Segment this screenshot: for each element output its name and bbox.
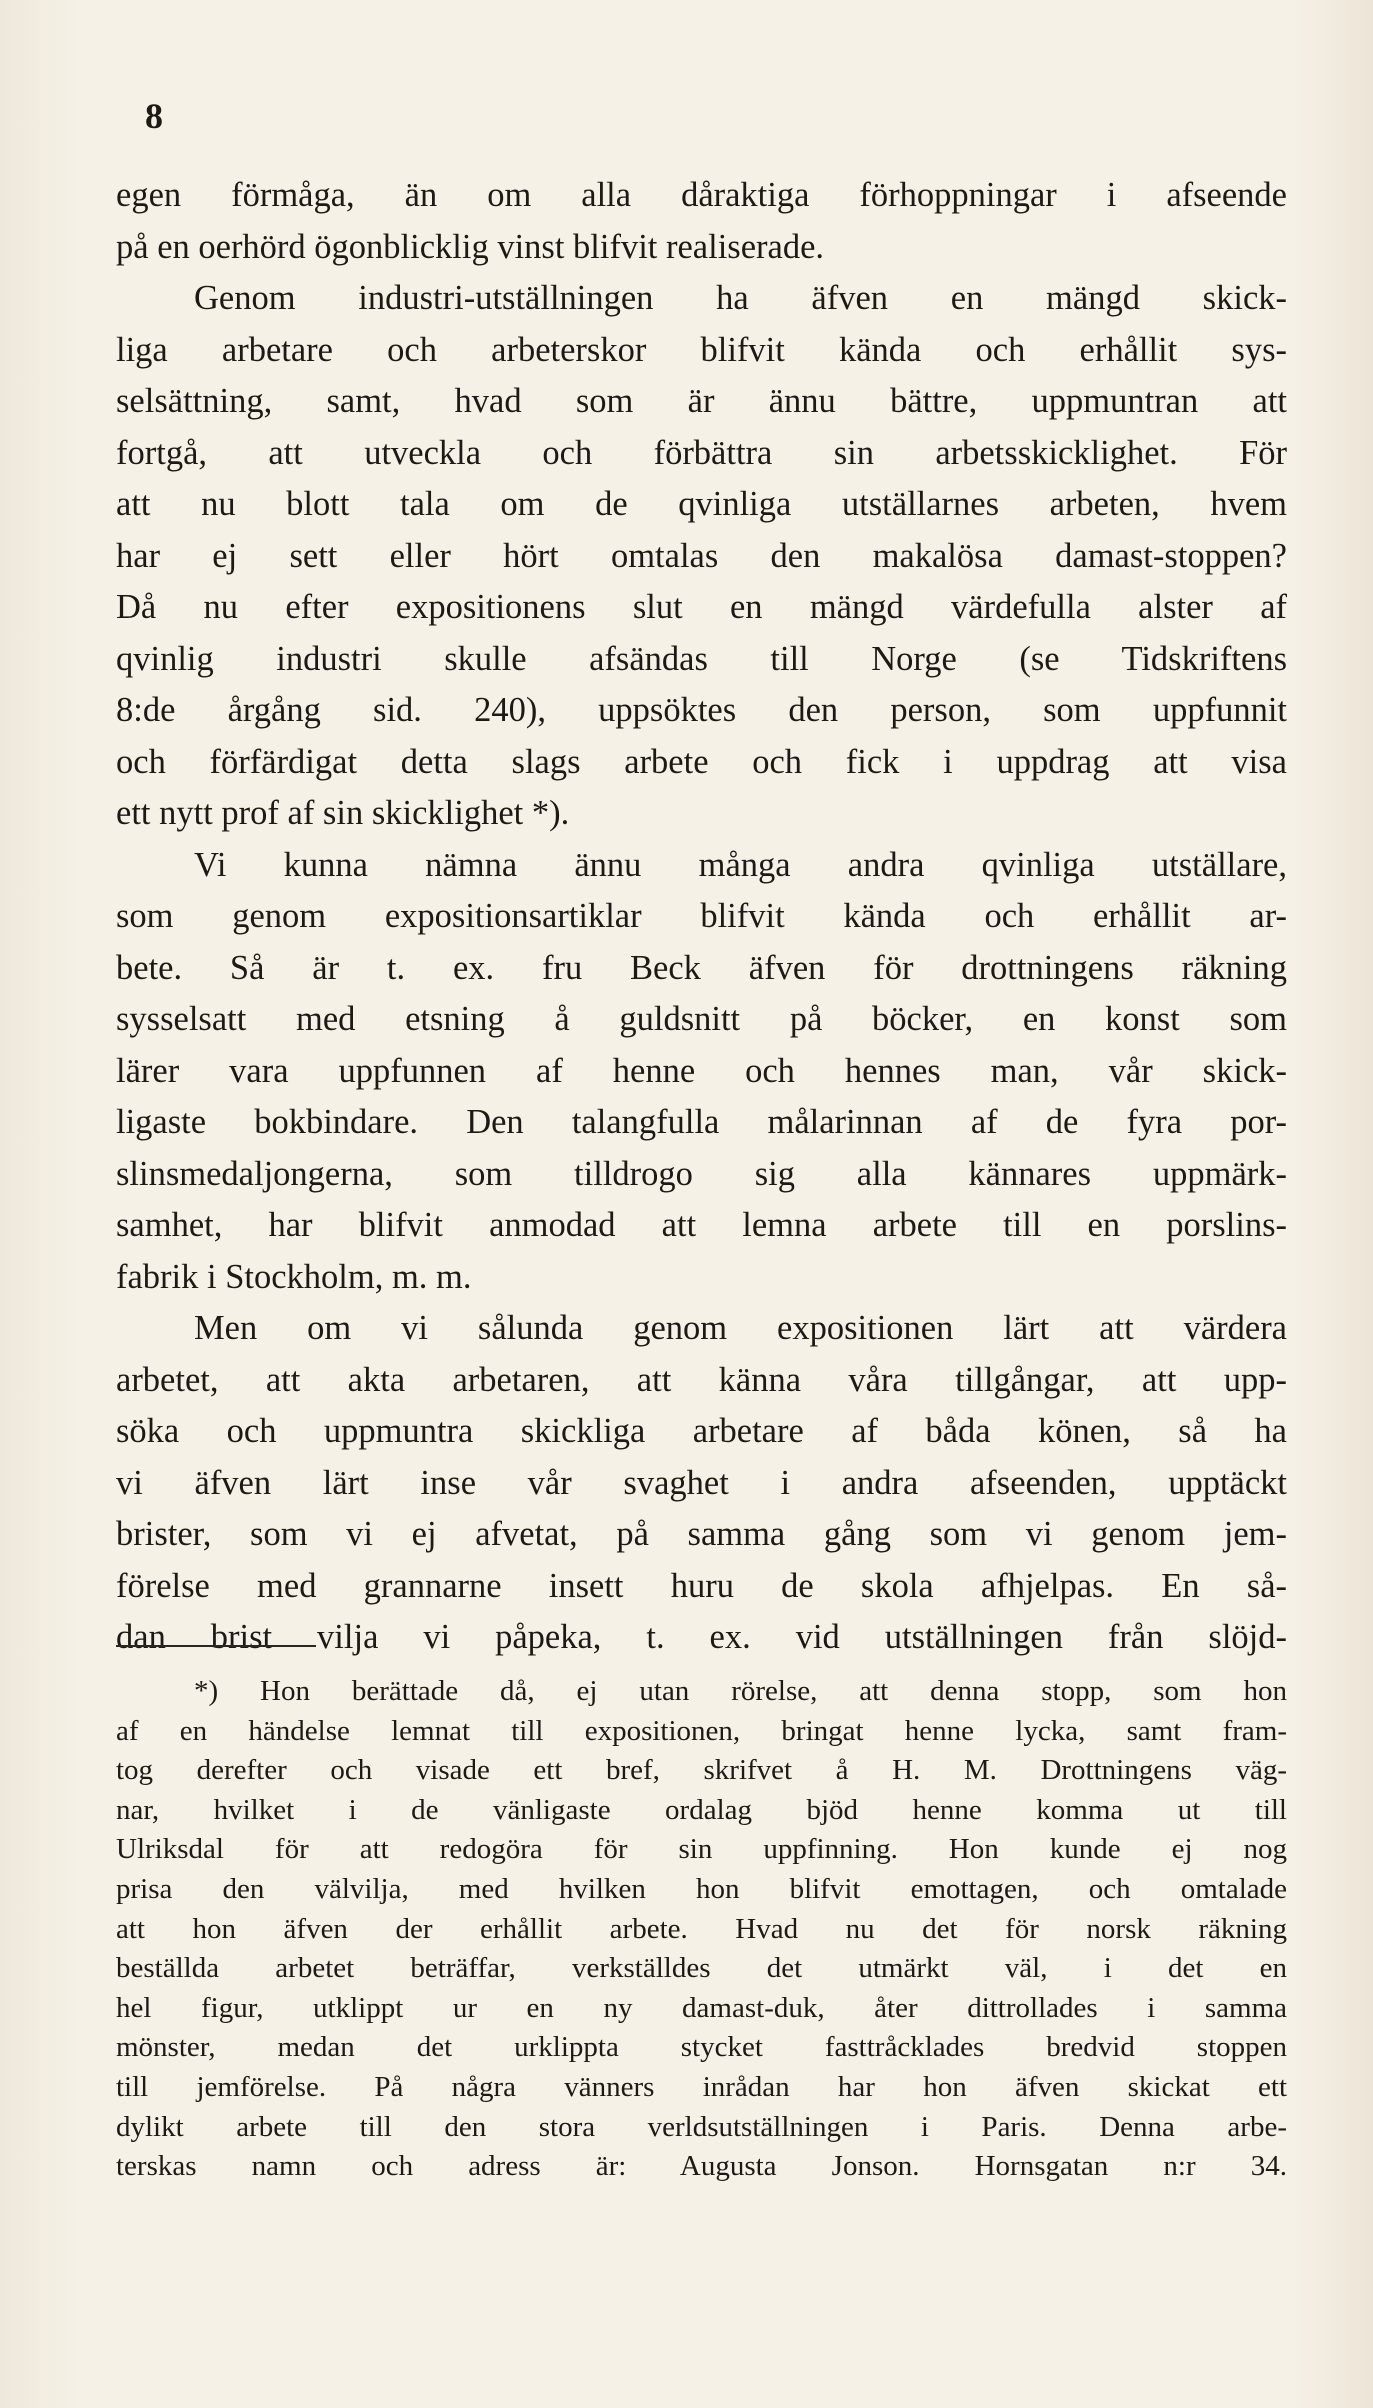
body-line: ligaste bokbindare. Den talangfulla målarinnan af de fyra por- [116,1103,1287,1141]
body-line: dan brist vilja vi påpeka, t. ex. vid utställningen från slöjd- [116,1618,1287,1656]
body-line: som genom expositionsartiklar blifvit kända och erhållit ar- [116,897,1287,935]
body-line: ett nytt prof af sin skicklighet *). [116,794,570,832]
body-line: och förfärdigat detta slags arbete och fick i uppdrag att visa [116,742,1287,781]
body-line: samhet, har blifvit anmodad att lemna arbete till en porslins- [116,1206,1287,1244]
body-line: förelse med grannarne insett huru de skola afhjelpas. En så- [116,1566,1287,1605]
body-line: fortgå, att utveckla och förbättra sin arbetsskicklighet. För [116,433,1287,472]
footnote-line: mönster, medan det urklippta stycket fasttråcklades bredvid stoppen [116,2031,1287,2064]
body-text [116,170,1287,1664]
body-line: att nu blott tala om de qvinliga utställarnes arbeten, hvem [116,485,1287,523]
body-line: bete. Så är t. ex. fru Beck äfven för drottningens räkning [116,948,1287,987]
page-number: 8 [145,96,163,136]
footnote-line: af en händelse lemnat till expositionen, bringat henne lycka, samt fram- [116,1714,1287,1747]
footnote-line: att hon äfven der erhållit arbete. Hvad nu det för norsk räkning [116,1912,1287,1945]
body-line: lärer vara uppfunnen af henne och hennes man, vår skick- [116,1051,1287,1090]
footnote-line: tog derefter och visade ett bref, skrifvet å H. M. Drottningens väg- [116,1754,1287,1787]
body-line: liga arbetare och arbeterskor blifvit kända och erhållit sys- [116,330,1287,369]
body-line: sysselsatt med etsning å guldsnitt på böcker, en konst som [116,1000,1287,1038]
body-line: fabrik i Stockholm, m. m. [116,1257,472,1296]
footnote [116,1672,1287,2187]
body-line: selsättning, samt, hvad som är ännu bättre, uppmuntran att [116,382,1287,420]
body-line: vi äfven lärt inse vår svaghet i andra afseenden, upptäckt [116,1463,1287,1502]
body-line: Men om vi sålunda genom expositionen lärt att värdera [194,1309,1287,1347]
footnote-line: Ulriksdal för att redogöra för sin uppfinning. Hon kunde ej nog [116,1833,1287,1866]
body-line: brister, som vi ej afvetat, på samma gång som vi genom jem- [116,1515,1287,1553]
body-line: slinsmedaljongerna, som tilldrogo sig alla kännares uppmärk- [116,1154,1287,1193]
footnote-line: prisa den välvilja, med hvilken hon blifvit emottagen, och omtalade [116,1872,1287,1905]
body-line: Genom industri-utställningen ha äfven en mängd skick- [194,279,1287,317]
footnote-line: terskas namn och adress är: Augusta Jonson. Hornsgatan n:r 34. [116,2150,1287,2183]
body-line: qvinlig industri skulle afsändas till Norge (se Tidskriftens [116,639,1287,678]
footnote-line: *) Hon berättade då, ej utan rörelse, att denna stopp, som hon [194,1675,1287,1707]
body-line: har ej sett eller hört omtalas den makalösa damast-stoppen? [116,536,1287,575]
body-line: Vi kunna nämna ännu många andra qvinliga utställare, [194,845,1287,884]
body-line: söka och uppmuntra skickliga arbetare af båda könen, så ha [116,1412,1287,1450]
body-line: arbetet, att akta arbetaren, att känna våra tillgångar, att upp- [116,1360,1287,1399]
footnote-line: nar, hvilket i de vänligaste ordalag bjöd henne komma ut till [116,1793,1287,1826]
footnote-line: hel figur, utklippt ur en ny damast-duk, åter dittrollades i samma [116,1991,1287,2024]
body-line: egen förmåga, än om alla dåraktiga förhoppningar i afseende [116,176,1287,214]
body-line: 8:de årgång sid. 240), uppsöktes den person, som uppfunnit [116,691,1287,729]
footnote-line: dylikt arbete till den stora verldsutställningen i Paris. Denna arbe- [116,2110,1287,2143]
footnote-line: beställda arbetet beträffar, verkställdes det utmärkt väl, i det en [116,1952,1287,1985]
footnote-divider [116,1645,316,1647]
body-line: Då nu efter expositionens slut en mängd värdefulla alster af [116,588,1287,626]
footnote-line: till jemförelse. På några vänners inrådan har hon äfven skickat ett [116,2070,1287,2103]
body-line: på en oerhörd ögonblicklig vinst blifvit realiserade. [116,227,825,266]
